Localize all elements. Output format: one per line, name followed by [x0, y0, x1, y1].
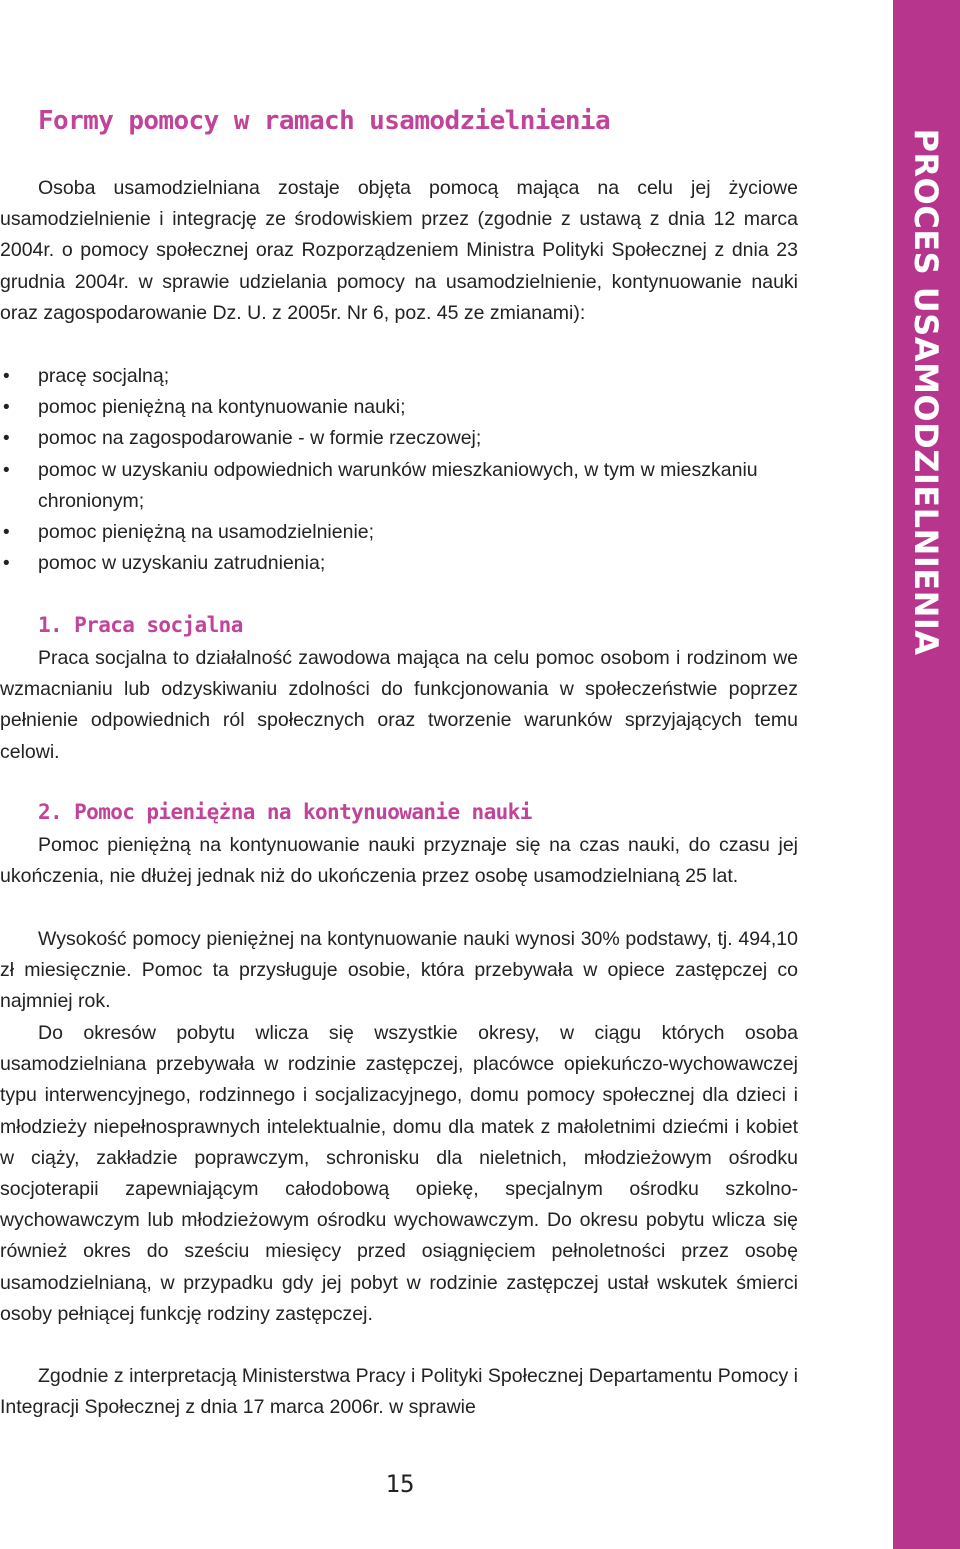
section-2-paragraph: Zgodnie z interpretacją Ministerstwa Pracy i Polityki Społecznej Departamentu Pomocy i Integracji Społecznej z dnia 17 marca 2006r. w sprawie	[0, 1365, 798, 1419]
section-1-paragraph: Praca socjalna to działalność zawodowa mająca na celu pomoc osobom i rodzinom we wzmacnianiu lub odzyskiwaniu zdolności do funkcjonowania w społeczeństwie poprzez pełnienie odpowiednich ról społecznych oraz tworzenie warunków sprzyjających temu celowi.	[0, 647, 798, 763]
section-2-paragraph: Pomoc pieniężną na kontynuowanie nauki przyznaje się na czas nauki, do czasu jej ukończenia, nie dłużej jednak niż do ukończenia przez osobę usamodzielnianą 25 lat.	[0, 834, 798, 888]
forms-of-help-list	[0, 361, 798, 579]
intro-paragraph: Osoba usamodzielniana zostaje objęta pomocą mająca na celu jej życiowe usamodzielnienie i integrację ze środowiskiem przez (zgodnie z ustawą z dnia 12 marca 2004r. o pomocy społecznej oraz Rozporządzeniem Ministra Polityki Społecznej z dnia 23 grudnia 2004r. w sprawie udzielania pomocy na usamodzielnienie, kontynuowanie nauki oraz zagospodarowanie Dz. U. z 2005r. Nr 6, poz. 45 ze zmianami):	[0, 177, 798, 324]
bullet-icon: •	[3, 366, 10, 387]
page-title: Formy pomocy w ramach usamodzielnienia	[38, 106, 611, 136]
section-2-paragraph: Wysokość pomocy pieniężnej na kontynuowanie nauki wynosi 30% podstawy, tj. 494,10 zł miesięcznie. Pomoc ta przysługuje osobie, która przebywała w opiece zastępczej co najmniej rok.	[0, 928, 798, 1013]
section-1-heading: 1. Praca socjalna	[38, 613, 243, 637]
list-item: • pomoc w uzyskaniu zatrudnienia;	[0, 548, 798, 579]
chapter-label: PROCES USAMODZIELNIENIA	[907, 128, 945, 656]
list-item: • pomoc pieniężną na kontynuowanie nauki;	[0, 392, 798, 423]
list-item: • pomoc w uzyskaniu odpowiednich warunków mieszkaniowych, w tym w mieszkaniu chronionym;	[0, 455, 798, 517]
list-item: • pracę socjalną;	[0, 361, 798, 392]
list-item: • pomoc na zagospodarowanie - w formie rzeczowej;	[0, 423, 798, 454]
bullet-icon: •	[3, 553, 10, 575]
section-2-paragraph: Do okresów pobytu wlicza się wszystkie okresy, w ciągu których osoba usamodzielniana przebywała w rodzinie zastępczej, placówce opiekuńczo-wychowawczej typu interwencyjnego, rodzinnego i socjalizacyjnego, domu pomocy społecznej dla dzieci i młodzieży niepełnosprawnych intelektualnie, domu dla matek z małoletnimi dziećmi i kobiet w ciąży, zakładzie poprawczym, schronisku dla nieletnich, młodzieżowym ośrodku socjoterapii zapewniającym całodobową opiekę, specjalnym ośrodku szkolno-wychowawczym lub młodzieżowym ośrodku wychowawczym. Do okresu pobytu wlicza się również okres do sześciu miesięcy przed osiągnięciem pełnoletności przez osobę usamodzielnianą, w przypadku gdy jej pobyt w rodzinie zastępczej ustał wskutek śmierci osoby pełniącej funkcję rodziny zastępczej.	[0, 1022, 798, 1325]
chapter-sidebar	[893, 0, 960, 1549]
section-2-heading: 2. Pomoc pieniężna na kontynuowanie nauki	[38, 800, 532, 824]
bullet-icon: •	[3, 428, 10, 450]
bullet-icon: •	[3, 522, 10, 544]
bullet-icon: •	[3, 397, 10, 419]
list-item: • pomoc pieniężną na usamodzielnienie;	[0, 517, 798, 548]
page-number: 15	[385, 1470, 415, 1498]
bullet-icon: •	[3, 459, 10, 481]
